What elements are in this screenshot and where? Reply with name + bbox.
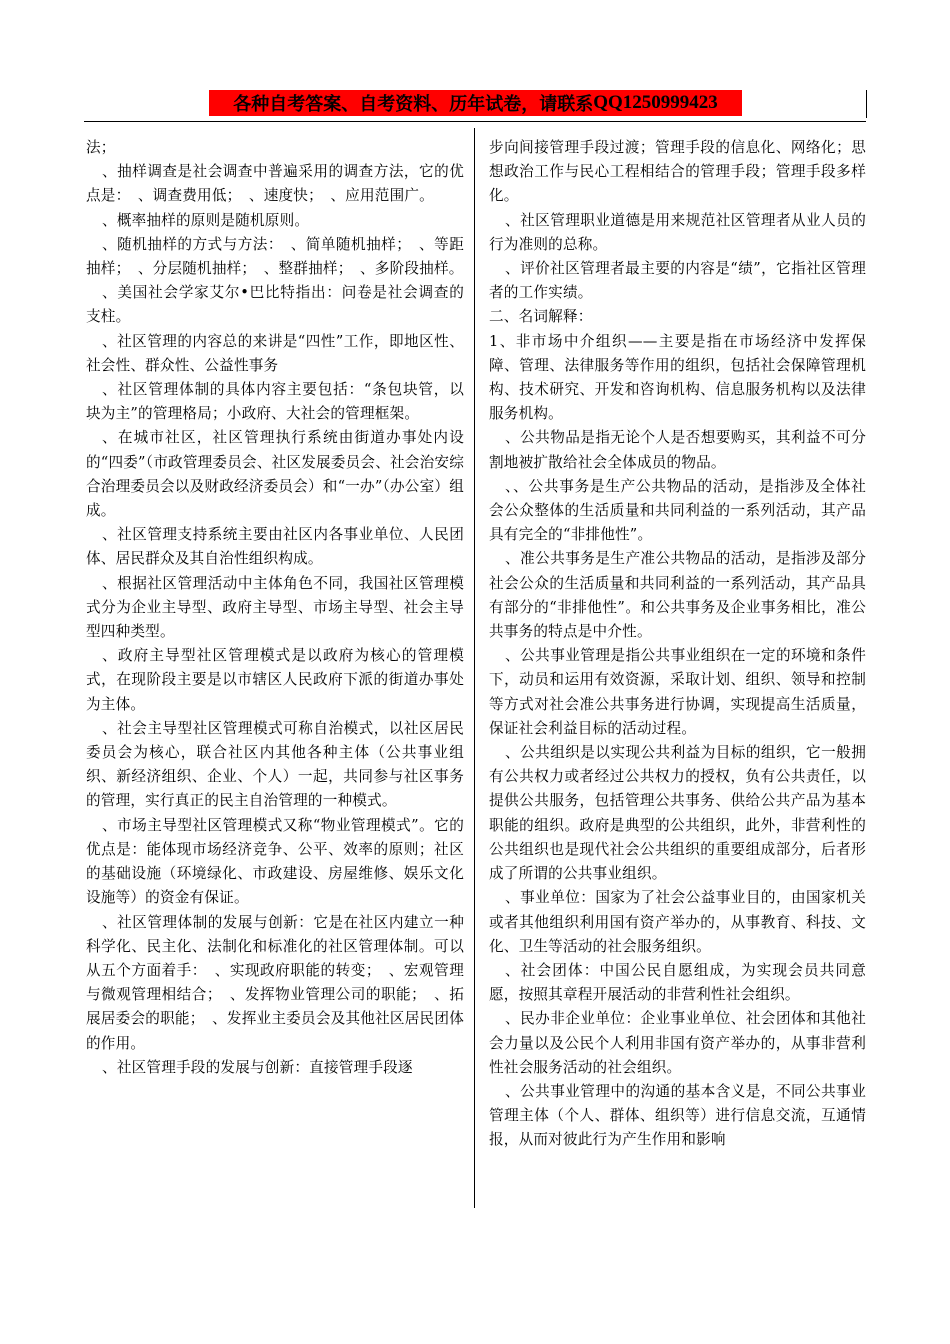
paragraph: 、社会主导型社区管理模式可称自治模式，以社区居民委员会为核心，联合社区内其他各种主体（公共事业组织、新经济组织、企业、个人）一起，共同参与社区事务的管理，实行真正的民主自治管理的一种模式。	[86, 719, 464, 810]
paragraph: 、根据社区管理活动中主体角色不同，我国社区管理模式分为企业主导型、政府主导型、市场主导型、社会主导型四种类型。	[86, 574, 464, 641]
paragraph: 、社区管理的内容总的来讲是“四性”工作，即地区性、社会性、群众性、公益性事务	[86, 332, 464, 374]
paragraph: 1、非市场中介组织——主要是指在市场经济中发挥保障、管理、法律服务等作用的组织，包括社会保障管理机构、技术研究、开发和咨询机构、信息服务机构以及法律服务机构。	[489, 332, 866, 423]
paragraph: 、政府主导型社区管理模式是以政府为核心的管理模式，在现阶段主要是以市辖区人民政府下派的街道办事处为主体。	[86, 647, 464, 713]
paragraph: 、社区管理体制的发展与创新：它是在社区内建立一种科学化、民主化、法制化和标准化的社区管理体制。可以从五个方面着手： 、实现政府职能的转变； 、宏观管理与微观管理相结合； 、发挥物业管理公司的职能； 、拓展居委会的职能； 、发挥业主委员会及其他社区居民团体的作用。	[86, 913, 464, 1052]
paragraph: 、概率抽样的原则是随机原则。	[102, 211, 310, 229]
paragraph: 步向间接管理手段过渡；管理手段的信息化、网络化；思想政治工作与民心工程相结合的管理手段；管理手段多样化。	[489, 139, 866, 205]
paragraph: 、社区管理体制的具体内容主要包括：“条包块管，以块为主”的管理格局；小政府、大社会的管理框架。	[86, 381, 464, 423]
paragraph: 、社会团体：中国公民自愿组成，为实现会员共同意愿，按照其章程开展活动的非营利性社会组织。	[489, 961, 866, 1004]
paragraph: 、美国社会学家艾尔•巴比特指出：问卷是社会调查的支柱。	[86, 284, 464, 326]
paragraph: 、市场主导型社区管理模式又称“物业管理模式”。它的优点是：能体现市场经济竞争、公平、效率的原则；社区的基础设施（环境绿化、市政建设、房屋维修、娱乐文化设施等）的资金有保证。	[86, 816, 464, 907]
paragraph: 、、公共事务是生产公共物品的活动，是指涉及全体社会公众整体的生活质量和共同利益的一系列活动，其产品具有完全的“非排他性”。	[489, 477, 866, 544]
paragraph: 、社区管理手段的发展与创新：直接管理手段逐	[102, 1058, 413, 1076]
paragraph: 、事业单位：国家为了社会公益事业目的，由国家机关或者其他组织利用国有资产举办的，从事教育、科技、文化、卫生等活动的社会服务组织。	[489, 889, 866, 955]
paragraph: 、公共组织是以实现公共利益为目标的组织，它一般拥有公共权力或者经过公共权力的授权，负有公共责任，以提供公共服务，包括管理公共事务、供给公共产品为基本职能的组织。政府是典型的公共组织，此外，非营利性的公共组织也是现代社会公共组织的重要组成部分，后者形成了所谓的公共事业组织。	[489, 744, 866, 883]
paragraph: 、随机抽样的方式与方法： 、简单随机抽样； 、等距抽样； 、分层随机抽样； 、整群抽样； 、多阶段抽样。	[86, 235, 464, 278]
paragraph: 、民办非企业单位：企业事业单位、社会团体和其他社会力量以及公民个人利用非国有资产举办的，从事非营利性社会服务活动的社会组织。	[489, 1010, 866, 1076]
right-column	[489, 136, 866, 1153]
paragraph: 、在城市社区，社区管理执行系统由街道办事处内设的“四委”（市政管理委员会、社区发展委员会、社会治安综合治理委员会以及财政经济委员会）和“一办”（办公室）组成。	[86, 429, 464, 520]
paragraph: 、抽样调查是社会调查中普遍采用的调查方法，它的优点是： 、调查费用低； 、速度快； 、应用范围广。	[86, 163, 464, 205]
column-divider	[474, 128, 475, 1208]
paragraph: 法；	[86, 139, 116, 156]
paragraph: 、公共事业管理中的沟通的基本含义是，不同公共事业管理主体（个人、群体、组织等）进行信息交流，互通情报，从而对彼此行为产生作用和影响	[489, 1082, 866, 1149]
header-rule	[84, 121, 866, 122]
paragraph: 、公共物品是指无论个人是否想要购买，其利益不可分割地被扩散给社会全体成员的物品。	[489, 429, 866, 471]
banner-text: 各种自考答案、自考资料、历年试卷，请联系	[233, 94, 594, 115]
paragraph: 、社区管理支持系统主要由社区内各事业单位、人民团体、居民群众及其自治性组织构成。	[86, 526, 464, 568]
banner-qq-number: QQ1250999423	[593, 92, 718, 113]
paragraph: 二、名词解释：	[489, 308, 593, 326]
left-column	[86, 136, 464, 1080]
paragraph: 、准公共事务是生产准公共物品的活动，是指涉及部分社会公众的生活质量和共同利益的一系列活动，其产品具有部分的“非排他性”。和公共事务及企业事务相比，准公共事务的特点是中介性。	[489, 550, 866, 641]
contact-banner	[209, 90, 742, 116]
paragraph: 、公共事业管理是指公共事业组织在一定的环境和条件下，动员和运用有效资源，采取计划、组织、领导和控制等方式对社会准公共事务进行协调，实现提高生活质量，保证社会利益目标的活动过程。	[489, 647, 866, 737]
header-vertical-rule	[866, 90, 867, 118]
paragraph: 、社区管理职业道德是用来规范社区管理者从业人员的行为准则的总称。	[489, 211, 866, 253]
paragraph: 、评价社区管理者最主要的内容是“绩”，它指社区管理者的工作实绩。	[489, 260, 866, 302]
